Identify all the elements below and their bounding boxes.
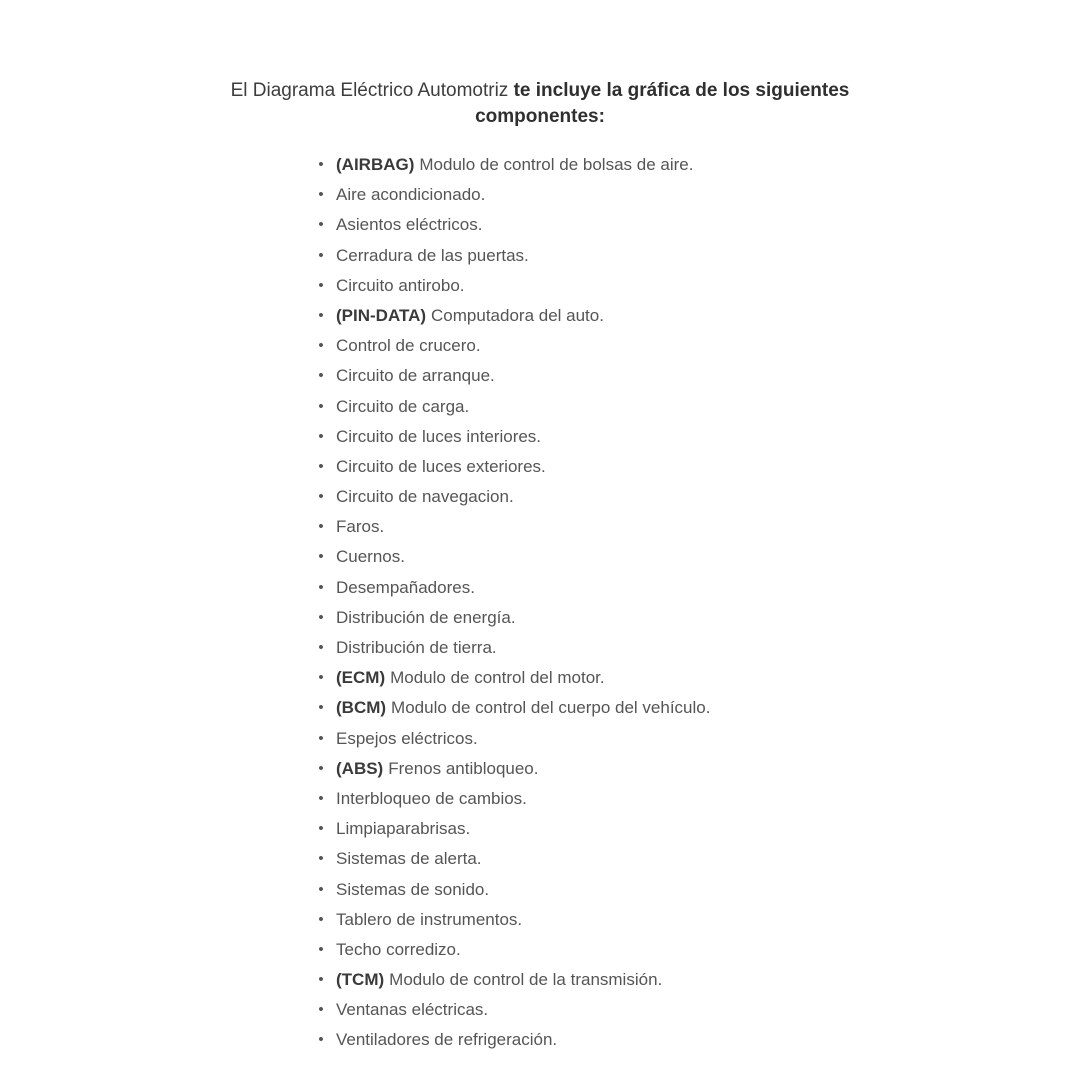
- component-code: (AIRBAG): [336, 155, 415, 174]
- bullet-icon: •: [318, 457, 324, 475]
- bullet-icon: •: [318, 759, 324, 777]
- component-label: Limpiaparabrisas.: [336, 819, 471, 839]
- list-item: [318, 482, 710, 512]
- bullet-icon: •: [318, 306, 324, 324]
- component-label: Circuito de luces interiores.: [336, 426, 542, 446]
- component-label: Ventanas eléctricas.: [336, 1000, 489, 1020]
- component-label: Aire acondicionado.: [336, 185, 486, 205]
- list-item: [318, 452, 710, 482]
- component-label: Desempañadores.: [336, 577, 475, 597]
- list-item: [318, 724, 710, 754]
- list-item: [318, 965, 710, 995]
- intro-plain-text: El Diagrama Eléctrico Automotriz: [230, 80, 509, 101]
- list-item: [318, 814, 710, 844]
- component-label: Modulo de control de bolsas de aire.: [419, 155, 694, 174]
- component-label: Asientos eléctricos.: [336, 215, 483, 235]
- component-label: Modulo de control del motor.: [390, 668, 605, 688]
- list-item: [318, 905, 710, 935]
- component-label: Sistemas de alerta.: [336, 849, 482, 869]
- list-item: [318, 512, 710, 542]
- component-label: Modulo de control de la transmisión.: [389, 970, 663, 990]
- component-code: (BCM): [336, 698, 387, 718]
- list-item: [318, 422, 710, 452]
- bullet-icon: •: [318, 940, 324, 958]
- bullet-icon: •: [318, 427, 324, 445]
- component-label: Control de crucero.: [336, 336, 481, 356]
- bullet-icon: •: [318, 488, 324, 506]
- list-item: [318, 392, 710, 422]
- bullet-icon: •: [318, 578, 324, 596]
- bullet-icon: •: [318, 518, 324, 536]
- bullet-icon: •: [318, 669, 324, 687]
- list-item: [318, 573, 710, 603]
- component-label: Circuito de luces exteriores.: [336, 456, 546, 476]
- component-label: Tablero de instrumentos.: [336, 909, 523, 929]
- component-code: (ECM): [336, 668, 386, 688]
- bullet-icon: •: [318, 397, 324, 415]
- list-item: [318, 542, 710, 572]
- component-label: Circuito de navegacion.: [336, 487, 514, 507]
- component-label: Frenos antibloqueo.: [388, 758, 539, 778]
- bullet-icon: •: [318, 699, 324, 717]
- bullet-icon: •: [318, 971, 324, 989]
- bullet-icon: •: [318, 246, 324, 264]
- component-label: Modulo de control del cuerpo del vehículo.: [391, 698, 711, 718]
- component-label: Distribución de tierra.: [336, 638, 497, 657]
- component-label: Ventiladores de refrigeración.: [336, 1030, 558, 1050]
- component-label: Distribución de energía.: [336, 607, 516, 627]
- bullet-icon: •: [318, 1001, 324, 1019]
- bullet-icon: •: [318, 1031, 324, 1049]
- component-label: Circuito de arranque.: [336, 366, 495, 386]
- bullet-icon: •: [318, 216, 324, 234]
- list-item: [318, 875, 710, 905]
- list-item: [318, 331, 710, 361]
- bullet-icon: •: [318, 276, 324, 294]
- bullet-icon: •: [318, 880, 324, 898]
- bullet-icon: •: [318, 548, 324, 566]
- component-label: Circuito de carga.: [336, 396, 470, 416]
- component-list: [318, 150, 711, 1056]
- bullet-icon: •: [318, 910, 324, 928]
- bullet-icon: •: [318, 367, 324, 385]
- list-item: [318, 210, 710, 240]
- list-item: [318, 180, 710, 210]
- bullet-icon: •: [318, 337, 324, 355]
- intro-paragraph: [200, 78, 880, 130]
- component-code: (TCM): [336, 970, 385, 990]
- list-item: [318, 361, 710, 391]
- list-item: [318, 301, 710, 331]
- component-label: Computadora del auto.: [431, 305, 604, 325]
- component-code: (ABS): [336, 758, 384, 778]
- bullet-icon: •: [318, 156, 324, 173]
- list-item: [318, 784, 710, 814]
- component-label: Faros.: [336, 517, 385, 537]
- list-item: [318, 241, 710, 271]
- component-label: Interbloqueo de cambios.: [336, 788, 527, 808]
- component-label: Cuernos.: [336, 547, 405, 567]
- component-label: Techo corredizo.: [336, 939, 461, 959]
- component-code: (PIN-DATA): [336, 305, 427, 325]
- list-item: [318, 754, 710, 784]
- component-label: Cerradura de las puertas.: [336, 245, 529, 265]
- bullet-icon: •: [318, 639, 324, 656]
- intro-bold-text-line1: te incluye la gráfica de los siguientes: [513, 80, 850, 101]
- list-item: [318, 603, 710, 633]
- bullet-icon: •: [318, 820, 324, 838]
- list-item: [318, 995, 710, 1025]
- bullet-icon: •: [318, 789, 324, 807]
- intro-bold-text-line2: componentes:: [475, 106, 605, 127]
- list-item: [318, 693, 711, 723]
- bullet-icon: •: [318, 608, 324, 626]
- list-item: [318, 844, 710, 874]
- component-label: Sistemas de sonido.: [336, 879, 490, 899]
- component-label: Circuito antirobo.: [336, 275, 465, 295]
- bullet-icon: •: [318, 850, 324, 868]
- bullet-icon: •: [318, 729, 324, 747]
- component-label: Espejos eléctricos.: [336, 728, 478, 748]
- list-item: [318, 633, 710, 663]
- list-item: [318, 150, 710, 180]
- list-item: [318, 935, 710, 965]
- bullet-icon: •: [318, 186, 324, 204]
- list-item: [318, 271, 710, 301]
- list-item: [318, 1025, 710, 1055]
- list-item: [318, 663, 710, 693]
